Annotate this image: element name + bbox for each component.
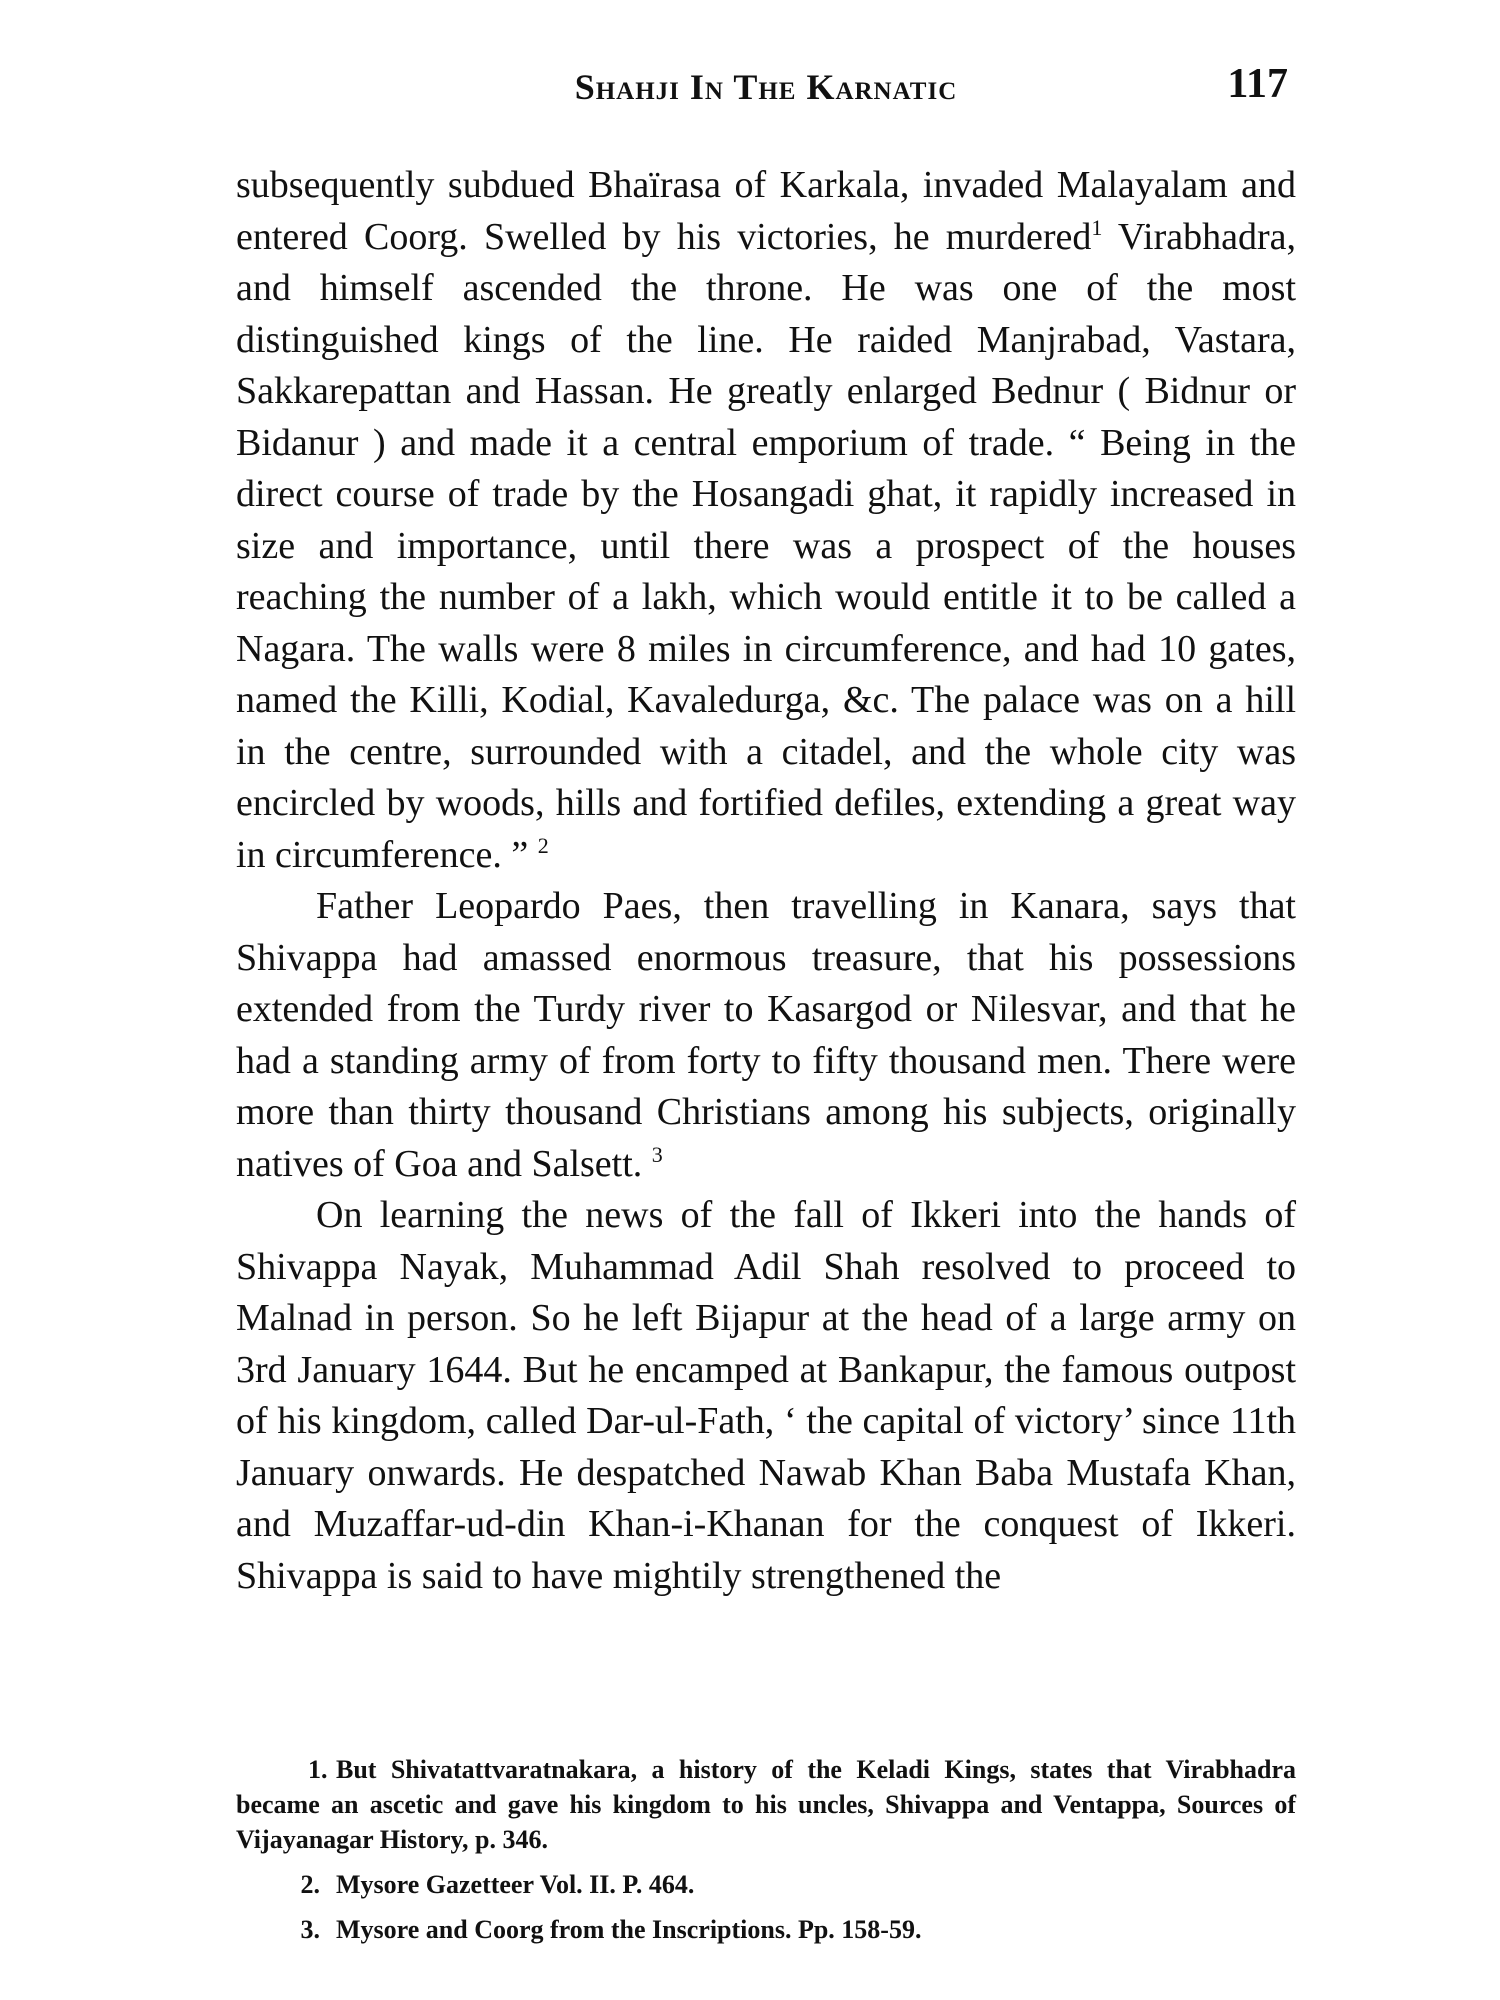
paragraph-2 [236,881,1296,1190]
page-number: 117 [1227,61,1288,107]
footnote-2-text: Mysore Gazetteer Vol. II. P. 464. [336,1870,695,1899]
footnote-1 [236,1752,1296,1857]
paragraph-1-part-a: subsequently subdued Bhaïrasa of Karkala, invaded Malayalam and entered Coorg. Swelled by his victories, he murdered [236,164,1296,258]
page-header [236,60,1296,120]
paragraph-1 [236,160,1296,881]
footnote-3 [236,1912,1296,1947]
footnote-3-text: Mysore and Coorg from the Inscriptions. Pp. 158-59. [336,1915,922,1944]
paragraph-3: On learning the news of the fall of Ikkeri into the hands of Shivappa Nayak, Muhammad Adil Shah resolved to proceed to Malnad in person. So he left Bijapur at the head of a large army on 3rd January 1644. But he encamped at Bankapur, the famous outpost of his kingdom, called Dar-ul-Fath, ‘ the capital of victory’ since 11th January onwards. He despatched Nawab Khan Baba Mustafa Khan, and Muzaffar-ud-din Khan-i-Khanan for the conquest of Ikkeri. Shivappa is said to have mightily strengthened the [236,1194,1296,1597]
footnote-1-number: 1. [308,1755,328,1784]
footnote-3-number: 3. [300,1915,320,1944]
footnote-2-number: 2. [300,1870,320,1899]
footnote-ref-1: 1 [1091,214,1103,240]
paragraph-2-text: Father Leopardo Paes, then travelling in Kanara, says that Shivappa had amassed enormous treasure, that his possessions extended from the Turdy river to Kasargod or Nilesvar, and that he had a standing army of from forty to fifty thousand men. There were more than thirty thousand Christians among his subjects, originally natives of Goa and Salsett. [236,885,1296,1185]
body-text [236,160,1296,1602]
footnote-ref-2: 2 [537,832,549,858]
footnote-1-text: But Shivatattvaratnakara, a history of the Keladi Kings, states that Virabhadra became an ascetic and gave his kingdom to his uncles, Shivappa and Ventappa, Sources of Vijayanagar History, p. 346. [236,1755,1296,1854]
footnote-ref-3: 3 [651,1141,663,1167]
footnote-2 [236,1867,1296,1902]
footnotes [236,1752,1296,1947]
paragraph-1-part-b: Virabhadra, and himself ascended the throne. He was one of the most distinguished kings of the line. He raided Manjrabad, Vastara, Sakkarepattan and Hassan. He greatly enlarged Bednur ( Bidnur or Bidanur ) and made it a central emporium of trade. “ Being in the direct course of trade by the Hosangadi ghat, it rapidly increased in size and importance, until there was a prospect of the houses reaching the number of a lakh, which would entitle it to be called a Nagara. The walls were 8 miles in circumference, and had 10 gates, named the Killi, Kodial, Kavaledurga, &c. The palace was on a hill in the centre, surrounded with a citadel, and the whole city was encircled by woods, hills and fortified defiles, extending a great way in circumference. ” [236,215,1296,876]
running-head: Shahji In The Karnatic [574,67,958,107]
